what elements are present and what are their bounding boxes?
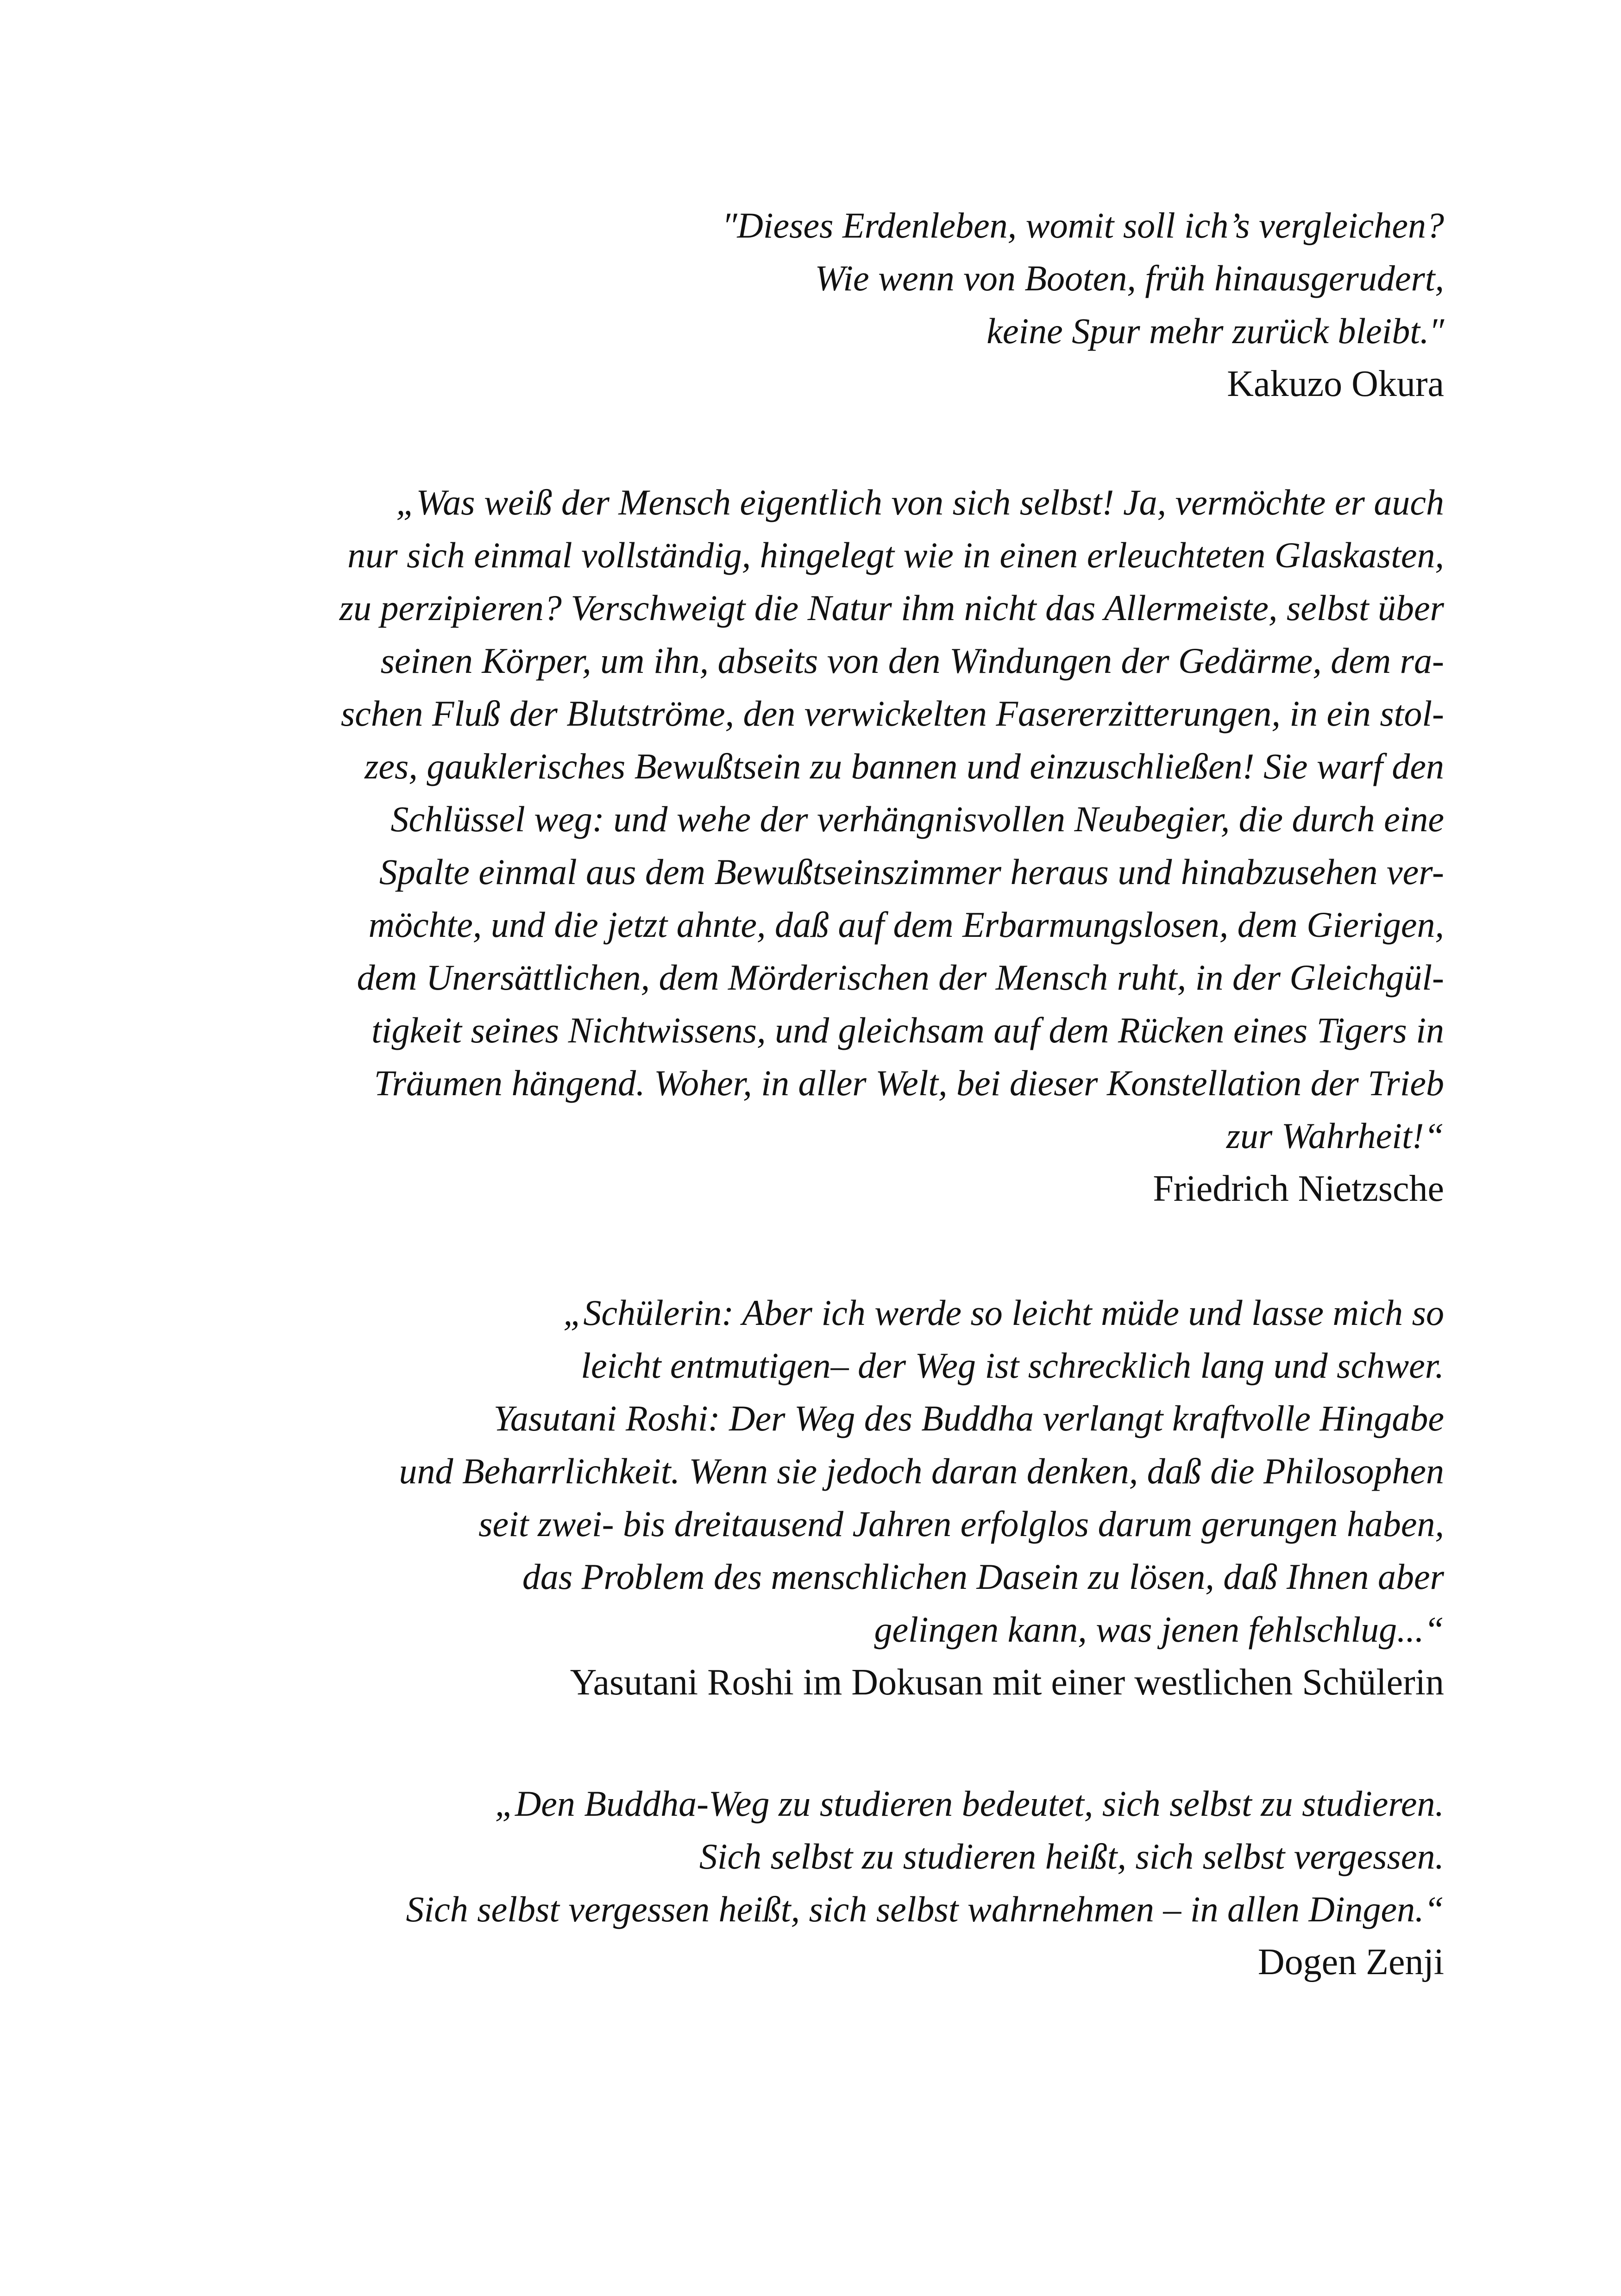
quote-block-nietzsche [339, 476, 1444, 1215]
quote-line: keine Spur mehr zurück bleibt.″ [986, 311, 1444, 351]
quote-line: zes, gauklerisches Bewußtsein zu bannen und einzuschließen! Sie warf den [364, 746, 1444, 786]
quote-block-yasutani [399, 1286, 1444, 1709]
quote-line: zu perzipieren? Verschweigt die Natur ihm nicht das Allermeiste, selbst über [339, 588, 1444, 628]
quote-block-okura [722, 199, 1444, 410]
quote-line: dem Unersättlichen, dem Mörderischen der Mensch ruht, in der Gleichgül- [357, 957, 1444, 997]
quote-line: Sich selbst vergessen heißt, sich selbst wahrnehmen – in allen Dingen.“ [406, 1889, 1444, 1929]
quote-line: seinen Körper, um ihn, abseits von den Windungen der Gedärme, dem ra- [380, 640, 1444, 681]
quote-line: das Problem des menschlichen Dasein zu lösen, daß Ihnen aber [522, 1556, 1444, 1597]
quote-author: Dogen Zenji [1257, 1942, 1444, 1982]
quote-author: Yasutani Roshi im Dokusan mit einer westlichen Schülerin [570, 1662, 1444, 1703]
quote-line: nur sich einmal vollständig, hingelegt wie in einen erleuchteten Glaskasten, [347, 535, 1444, 575]
quote-block-dogen [406, 1777, 1444, 1989]
quote-line: Wie wenn von Booten, früh hinausgerudert, [815, 258, 1444, 298]
quote-line: zur Wahrheit!“ [1226, 1116, 1444, 1156]
quote-line: leicht entmutigen– der Weg ist schrecklich lang und schwer. [581, 1345, 1444, 1386]
quote-author: Kakuzo Okura [1227, 364, 1444, 404]
quote-author: Friedrich Nietzsche [1153, 1168, 1444, 1209]
quote-line: gelingen kann, was jenen fehlschlug...“ [874, 1609, 1444, 1650]
quote-line: und Beharrlichkeit. Wenn sie jedoch daran denken, daß die Philosophen [399, 1451, 1444, 1491]
quote-line: ″Dieses Erdenleben, womit soll ich’s vergleichen? [722, 205, 1444, 245]
quote-line: Yasutani Roshi: Der Weg des Buddha verlangt kraftvolle Hingabe [493, 1398, 1444, 1438]
quote-line: Spalte einmal aus dem Bewußtseinszimmer heraus und hinabzusehen ver- [379, 852, 1444, 892]
quote-line: „Was weiß der Mensch eigentlich von sich selbst! Ja, vermöchte er auch [396, 482, 1444, 522]
quote-line: schen Fluß der Blutströme, den verwickelten Fasererzitterungen, in ein stol- [340, 693, 1444, 734]
quote-line: „Schülerin: Aber ich werde so leicht müde und lasse mich so [563, 1292, 1444, 1333]
quote-line: tigkeit seines Nichtwissens, und gleichsam auf dem Rücken eines Tigers in [371, 1010, 1444, 1050]
quote-line: seit zwei- bis dreitausend Jahren erfolglos darum gerungen haben, [478, 1504, 1444, 1544]
quote-line: Sich selbst zu studieren heißt, sich selbst vergessen. [699, 1836, 1444, 1876]
quote-line: Träumen hängend. Woher, in aller Welt, bei dieser Konstellation der Trieb [374, 1063, 1444, 1103]
quote-line: Schlüssel weg: und wehe der verhängnisvollen Neubegier, die durch eine [390, 799, 1444, 839]
quote-line: möchte, und die jetzt ahnte, daß auf dem Erbarmungslosen, dem Gierigen, [368, 904, 1444, 945]
quote-line: „Den Buddha-Weg zu studieren bedeutet, sich selbst zu studieren. [495, 1783, 1444, 1824]
